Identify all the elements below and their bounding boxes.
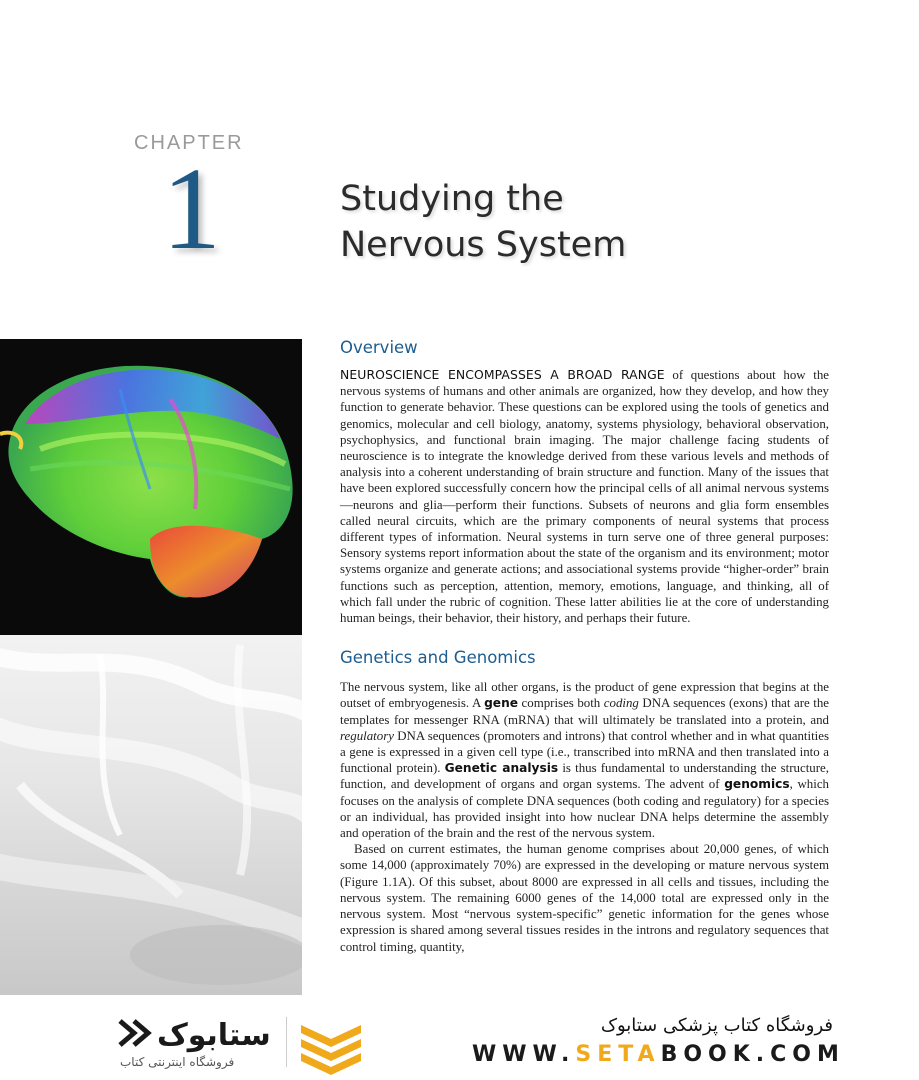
chapter-title (340, 176, 760, 268)
brain-illustration (0, 339, 302, 635)
chapter-title-line-1: Studying the (340, 179, 564, 219)
term-genomics: genomics (724, 777, 790, 792)
neuron-micrograph-image (0, 635, 302, 995)
text-run: comprises both (518, 696, 604, 711)
setabook-logo-icon (112, 1013, 282, 1053)
main-text-column (340, 338, 829, 955)
logo-divider (286, 1017, 287, 1067)
book-stack-icon (296, 1019, 366, 1075)
url-part: BOOK.COM (660, 1042, 845, 1067)
chapter-title-line-2: Nervous System (340, 225, 627, 265)
logo-text: ستابوک (157, 1018, 271, 1053)
text-run: Based on current estimates, the human genome comprises about 20,000 genes, of which some 14,000 (approximately 70%) are expressed in the developing or mature nervous system (Figure 1.1A). Of this subset, about 8000 are expressed in all cells and tissues, including the nervous system. The remaining 6000 genes of the 14,000 total are expressed only in the nervous system. Most “nervous system-specific” genetic information for the genes whose expression is shared among several tissues resides in the introns and regulatory sequences that control timing, quantity, (340, 842, 829, 954)
term-regulatory: regulatory (340, 728, 394, 743)
website-url[interactable] (472, 1042, 845, 1067)
brain-tractography-image (0, 339, 302, 635)
setabook-banner (72, 995, 919, 1080)
section-heading-overview: Overview (340, 338, 418, 357)
text-run: is thus fundamental to understanding the structure, function, and development of organs and organ systems. The advent of (340, 761, 829, 792)
term-genetic-analysis: Genetic analysis (444, 761, 559, 776)
url-highlight: SETA (575, 1042, 661, 1067)
term-coding: coding (603, 696, 639, 711)
term-gene: gene (484, 696, 519, 711)
url-part: WWW. (472, 1042, 576, 1067)
overview-lead: NEUROSCIENCE ENCOMPASSES A BROAD RANGE (340, 367, 665, 382)
text-run: The nervous system, like all other organs, is the product of gene expression that begins at the outset of embryogenesis. A (340, 680, 829, 711)
neuron-illustration (0, 635, 302, 995)
text-run: DNA sequences (exons) that are the templates for messenger RNA (mRNA) that will ultimately be translated into a protein, and (340, 696, 830, 727)
chapter-label: CHAPTER (134, 132, 244, 154)
overview-body: of questions about how the nervous systems of humans and other animals are organized, how they develop, and how they function to generate behavior. These questions can be explored using the tools of genetics and genomics, molecular and cell biology, anatomy, systems physiology, behavioral observation, psychophysics, and functional brain imaging. The major challenge facing students of neuroscience is to integrate the knowledge derived from these various levels and methods of analysis into a coherent understanding of brain structure and function. Many of the issues that have been explored successfully concern how the principal cells of all animal nervous systems—neurons and glia—perform their functions. Subsets of neurons and glia form ensembles called neural circuits, which are the primary components of neural systems that process different types of information. Neural systems in turn serve one of three general purposes: Sensory systems report information about the state of the organism and its environment; motor systems organize and generate actions; and associational systems provide “higher-order” brain functions such as perception, attention, memory, emotions, language, and thinking, all of which fall under the rubric of cognition. These latter abilities lie at the core of understanding human beings, their behavior, their history, and perhaps their future. (340, 368, 829, 626)
chapter-number: 1 (162, 143, 221, 274)
logo-subtitle: فروشگاه اینترنتی کتاب (120, 1055, 235, 1069)
persian-store-text: فروشگاه کتاب پزشکی ستابوک (600, 1015, 833, 1036)
text-run: DNA sequences (promoters and introns) that control whether and in what quantities a gene is expressed in a given cell type (i.e., transcribed into mRNA and then translated into a functional protein). (340, 728, 829, 776)
genetics-paragraph-2 (340, 841, 829, 954)
overview-paragraph (340, 367, 829, 626)
section-heading-genetics: Genetics and Genomics (340, 648, 536, 668)
text-run: , which focuses on the analysis of complete DNA sequences (both coding and regulatory) for a species or an individual, has provided insight into how nuclear DNA helps determine the assembly and operation of the brain and the rest of the nervous system. (340, 777, 829, 841)
genetics-paragraph-1 (340, 679, 829, 841)
